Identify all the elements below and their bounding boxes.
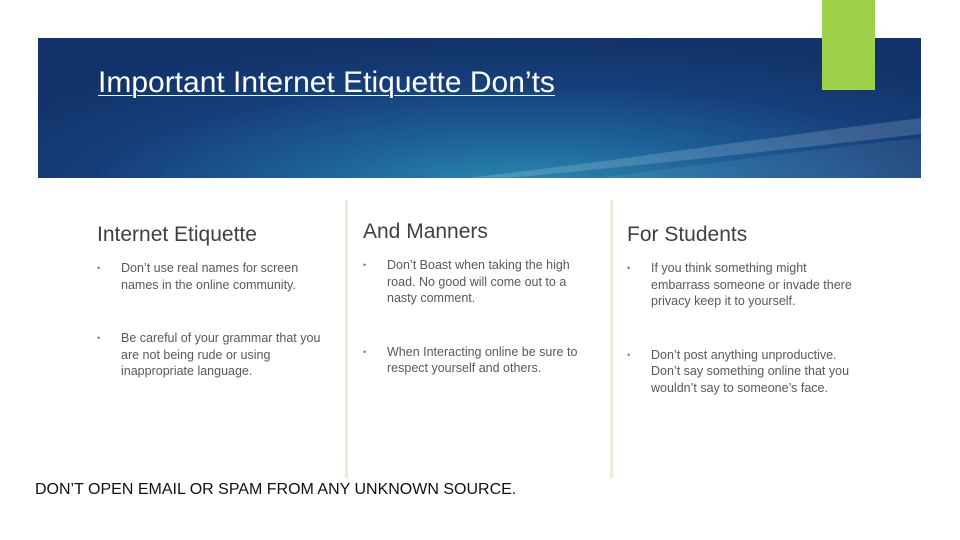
bullet-icon: •	[97, 333, 101, 343]
bullet-list	[627, 260, 862, 396]
bullet-icon: •	[627, 349, 631, 360]
green-accent-bar	[822, 0, 875, 90]
banner-swoosh	[38, 38, 921, 178]
bullet-icon: •	[97, 263, 101, 273]
bullet-text: Don’t post anything unproductive. Don’t say something online that you wouldn’t say to someone’s face.	[651, 347, 850, 395]
column-for-students	[627, 220, 862, 396]
bullet-list	[97, 260, 327, 380]
column-heading: And Manners	[363, 220, 488, 243]
bullet-item	[627, 260, 862, 310]
footer-warning: DON’T OPEN EMAIL OR SPAM FROM ANY UNKNOWN SOURCE.	[35, 481, 517, 498]
bullet-icon: •	[363, 346, 367, 357]
bullet-item	[97, 260, 327, 293]
bullet-text: Don’t Boast when taking the high road. No good will come out to a nasty comment.	[387, 258, 570, 305]
bullet-list	[363, 257, 598, 377]
bullet-item	[97, 330, 327, 380]
bullet-text: If you think something might embarrass someone or invade there privacy keep it to yourself.	[651, 261, 852, 308]
column-heading: For Students	[627, 223, 748, 246]
bullet-icon: •	[363, 260, 367, 270]
bullet-text: Be careful of your grammar that you are not being rude or using inappropriate language.	[121, 331, 321, 378]
column-heading: Internet Etiquette	[97, 223, 257, 246]
bullet-text: When Interacting online be sure to respect yourself and others.	[387, 344, 578, 375]
bullet-text: Don’t use real names for screen names in the online community.	[121, 261, 299, 292]
bullet-item	[627, 347, 862, 397]
slide-title: Important Internet Etiquette Don’ts	[98, 66, 555, 99]
column-and-manners	[363, 220, 598, 377]
column-internet-etiquette	[97, 220, 327, 380]
bullet-item	[363, 257, 598, 307]
title-banner	[38, 38, 921, 178]
bullet-icon: •	[627, 263, 631, 273]
bullet-item	[363, 344, 598, 377]
column-divider	[345, 200, 348, 478]
column-divider	[610, 200, 613, 478]
